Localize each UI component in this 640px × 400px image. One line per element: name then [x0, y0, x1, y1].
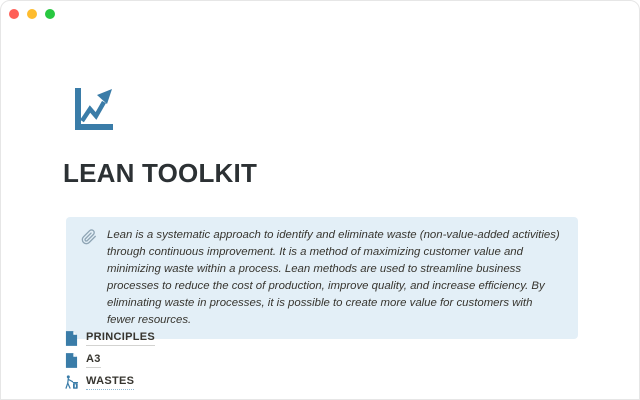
page-link-principles[interactable] [64, 331, 155, 345]
page-link-wastes[interactable] [64, 375, 155, 389]
page-title: LEAN TOOLKIT [63, 158, 258, 188]
minimize-button[interactable] [27, 9, 37, 19]
page-link-label: A3 [86, 353, 101, 368]
maximize-button[interactable] [45, 9, 55, 19]
line-chart-icon[interactable] [73, 87, 113, 135]
callout-text: Lean is a systematic approach to identify and eliminate waste (non-value-added activities) through continuous improvement. It is a method of maximizing customer value and minimizing waste within a process. Lean methods are used to streamline business processes to reduce the cost of production, improve quality, and increase efficiency. By eliminating waste in processes, it is possible to create more value for customers with fewer resources. [107, 229, 560, 326]
page-link-a3[interactable] [64, 353, 155, 367]
paperclip-icon [81, 229, 97, 245]
window-titlebar [9, 9, 55, 19]
close-button[interactable] [9, 9, 19, 19]
document-icon [64, 331, 79, 346]
litter-disposal-icon [64, 375, 79, 390]
page-links [64, 331, 155, 389]
page-link-label: PRINCIPLES [86, 331, 155, 346]
document-icon [64, 353, 79, 368]
page-link-label: WASTES [86, 375, 134, 390]
callout [66, 217, 578, 339]
line-chart-icon-svg [73, 87, 113, 133]
